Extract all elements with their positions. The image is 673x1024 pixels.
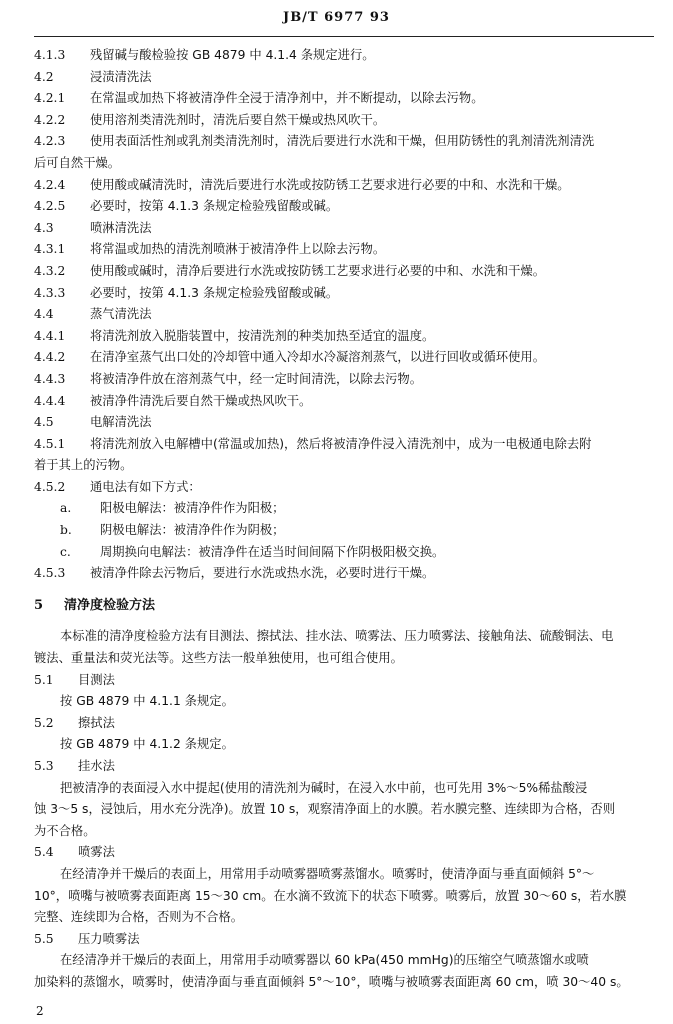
clause-text: 将清洗剂放入电解槽中(常温或加热)，然后将被清净件浸入清洗剂中，成为一电极通电除去附 [90, 436, 592, 451]
clause-line [34, 239, 658, 261]
section-heading: 5 清净度检验方法 [34, 597, 156, 613]
clause-text: 残留碱与酸检验按 GB 4879 中 4.1.4 条规定进行。 [90, 48, 375, 62]
clause-number: 4.4.2 [34, 350, 66, 365]
clause-number: 4.5.1 [34, 436, 66, 451]
method-body-line: 为不合格。 [34, 823, 96, 838]
clause-line [34, 455, 658, 477]
clause-number: c. [60, 544, 71, 559]
clause-text: 阳极电解法：被清净件作为阳极； [100, 501, 285, 516]
clause-line [34, 542, 658, 564]
clause-line [34, 110, 658, 132]
method-body-line: 按 GB 4879 中 4.1.2 条规定。 [60, 737, 234, 752]
clause-text: 电解清洗法 [90, 415, 152, 430]
method-body-line: 把被清净的表面浸入水中提起(使用的清洗剂为碱时，在浸入水中前，也可先用 3%～5%稀盐酸浸 [60, 780, 588, 795]
clause-line [34, 412, 658, 434]
method-heading [34, 756, 658, 778]
clause-number: 4.2.5 [34, 199, 66, 214]
clause-line [34, 88, 658, 110]
clause-line [34, 45, 658, 67]
clause-list [34, 45, 658, 585]
method-title: 喷雾法 [78, 845, 115, 860]
method-number: 5.3 [34, 759, 54, 773]
clause-number: 4.2.1 [34, 91, 66, 106]
method-heading [34, 929, 658, 951]
method-title: 目测法 [78, 672, 115, 687]
clause-line [34, 369, 658, 391]
method-body-line: 加染料的蒸馏水，喷雾时，使清净面与垂直面倾斜 5°～10°，喷嘴与被喷雾表面距离 60 cm，喷 30～40 s。 [34, 974, 629, 989]
clause-number: 4.5.3 [34, 566, 66, 581]
section-intro-line: 镀法、重量法和荧光法等。这些方法一般单独使用，也可组合使用。 [34, 651, 403, 666]
method-body-line: 完整、连续即为合格，否则为不合格。 [34, 910, 244, 925]
clause-line [34, 153, 658, 175]
clause-number: 4.3.1 [34, 242, 66, 257]
clause-text: 使用表面活性剂或乳剂类清洗剂时，清洗后要进行水洗和干燥，但用防锈性的乳剂清洗剂清洗 [90, 134, 595, 149]
method-list [34, 670, 658, 994]
method-heading [34, 713, 658, 735]
clause-text: 使用酸或碱时，清净后要进行水洗或按防锈工艺要求进行必要的中和、水洗和干燥。 [90, 263, 545, 278]
clause-number: 4.2.3 [34, 134, 66, 149]
method-title: 挂水法 [78, 759, 115, 773]
method-body-line: 蚀 3～5 s，浸蚀后，用水充分洗净)。放置 10 s，观察清净面上的水膜。若水膜完整、连续即为合格，否则 [34, 802, 616, 817]
clause-number: 4.4.1 [34, 328, 66, 343]
method-body-line: 在经清净并干燥后的表面上，用常用手动喷雾器以 60 kPa(450 mmHg)的压缩空气喷蒸馏水或喷 [60, 953, 589, 968]
clause-text: 在清净室蒸气出口处的冷却管中通入冷却水冷凝溶剂蒸气，以进行回收或循环使用。 [90, 350, 545, 365]
clause-text: 被清净件除去污物后，要进行水洗或热水洗，必要时进行干燥。 [90, 566, 435, 581]
clause-text: 必要时，按第 4.1.3 条规定检验残留酸或碱。 [90, 285, 339, 300]
clause-line [34, 67, 658, 89]
method-body-line: 10°，喷嘴与被喷雾表面距离 15～30 cm。在水滴不致流下的状态下喷雾。喷雾后，放置 30～60 s，若水膜 [34, 888, 627, 903]
clause-text: 阴极电解法：被清净件作为阴极； [100, 523, 285, 538]
clause-number: 4.3.2 [34, 263, 66, 278]
clause-line [34, 391, 658, 413]
clause-text: 在常温或加热下将被清净件全浸于清净剂中，并不断提动，以除去污物。 [90, 91, 484, 106]
clause-number: 4.5 [34, 415, 54, 430]
clause-text: 通电法有如下方式： [90, 479, 201, 494]
section-intro-line: 本标准的清净度检验方法有目测法、擦拭法、挂水法、喷雾法、压力喷雾法、接触角法、硫酸铜法、电 [60, 629, 614, 644]
page-header: JB/T 6977 93 [283, 10, 390, 25]
clause-line [34, 218, 658, 240]
clause-line [34, 326, 658, 348]
clause-line [34, 520, 658, 542]
clause-line [34, 498, 658, 520]
clause-text: 使用溶剂类清洗剂时，清洗后要自然干燥或热风吹干。 [90, 112, 386, 127]
clause-number: 4.2 [34, 69, 54, 84]
clause-number: 4.4.4 [34, 393, 66, 408]
clause-number: 4.3.3 [34, 285, 66, 300]
clause-text: 必要时，按第 4.1.3 条规定检验残留酸或碱。 [90, 199, 339, 214]
clause-text: 使用酸或碱清洗时，清洗后要进行水洗或按防锈工艺要求进行必要的中和、水洗和干燥。 [90, 177, 570, 192]
clause-text: 将被清净件放在溶剂蒸气中，经一定时间清洗，以除去污物。 [90, 371, 423, 386]
clause-text: 被清净件清洗后要自然干燥或热风吹干。 [90, 393, 312, 408]
clause-line [34, 261, 658, 283]
clause-text: 着于其上的污物。 [34, 458, 133, 473]
clause-line [34, 434, 658, 456]
clause-text: 蒸气清洗法 [90, 307, 152, 322]
clause-line [34, 304, 658, 326]
method-number: 5.1 [34, 672, 54, 687]
method-title: 擦拭法 [78, 715, 115, 730]
clause-number: a. [60, 501, 72, 516]
clause-line [34, 347, 658, 369]
clause-line [34, 196, 658, 218]
method-number: 5.5 [34, 931, 54, 946]
method-title: 压力喷雾法 [78, 931, 140, 946]
clause-line [34, 477, 658, 499]
clause-number: 4.4.3 [34, 371, 66, 386]
clause-number: 4.1.3 [34, 48, 66, 62]
method-body-line: 在经清净并干燥后的表面上，用常用手动喷雾器喷雾蒸馏水。喷雾时，使清净面与垂直面倾斜 5°～ [60, 866, 595, 881]
method-heading [34, 842, 658, 864]
clause-number: 4.2.2 [34, 112, 66, 127]
clause-line [34, 175, 658, 197]
clause-text: 后可自然干燥。 [34, 155, 121, 170]
method-number: 5.4 [34, 845, 54, 860]
clause-number: 4.5.2 [34, 479, 66, 494]
clause-line [34, 563, 658, 585]
document-body [34, 45, 658, 994]
clause-text: 将清洗剂放入脱脂装置中，按清洗剂的种类加热至适宜的温度。 [90, 328, 435, 343]
method-body-line: 按 GB 4879 中 4.1.1 条规定。 [60, 694, 234, 709]
clause-line [34, 131, 658, 153]
clause-text: 浸渍清洗法 [90, 69, 152, 84]
header-rule [34, 36, 654, 37]
page-number: 2 [36, 1004, 44, 1018]
clause-text: 将常温或加热的清洗剂喷淋于被清净件上以除去污物。 [90, 242, 386, 257]
clause-number: 4.2.4 [34, 177, 66, 192]
clause-number: b. [60, 523, 72, 538]
clause-text: 喷淋清洗法 [90, 220, 152, 235]
clause-text: 周期换向电解法：被清净件在适当时间间隔下作阴极阳极交换。 [100, 544, 445, 559]
method-number: 5.2 [34, 715, 54, 730]
clause-number: 4.3 [34, 220, 54, 235]
clause-number: 4.4 [34, 307, 54, 322]
clause-line [34, 283, 658, 305]
method-heading [34, 670, 658, 692]
